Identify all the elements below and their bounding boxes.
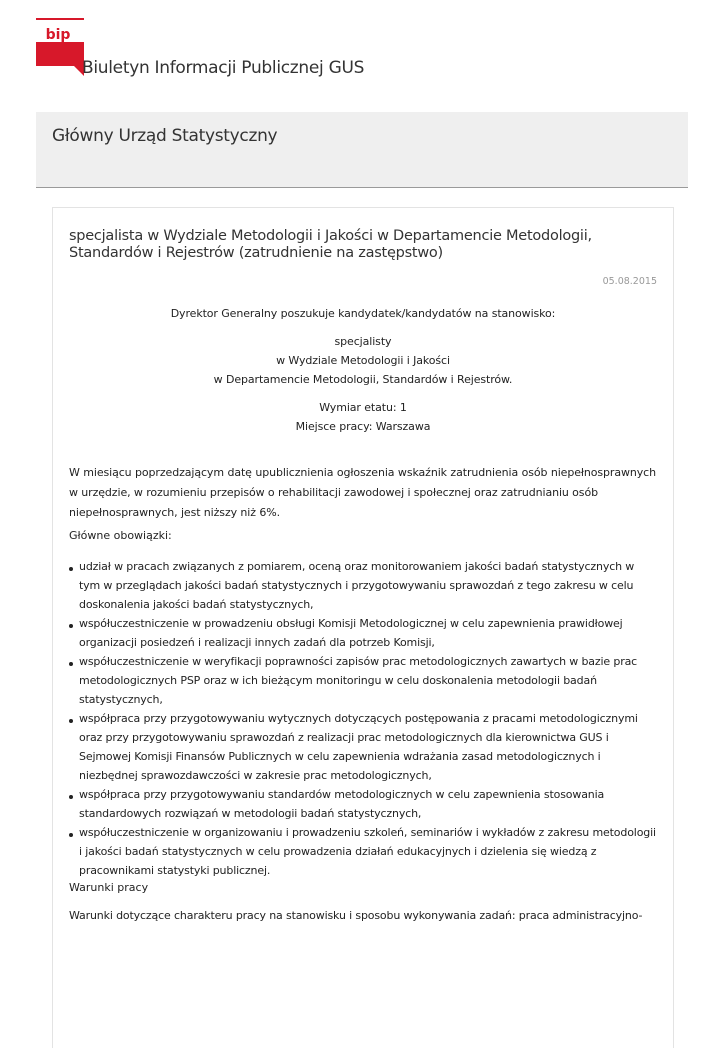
- duty-line: statystycznych,: [79, 693, 163, 706]
- position-line: w Departamencie Metodologii, Standardów i Rejestrów.: [213, 373, 513, 386]
- duty-line: organizacji posiedzeń i realizacji innych zadań dla potrzeb Komisji,: [79, 636, 435, 649]
- job-details: [53, 398, 673, 436]
- article-title: specjalista w Wydziale Metodologii i Jakości w Departamencie Metodologii, Standardów i Rejestrów (zatrudnienie na zastępstwo): [69, 228, 592, 261]
- work-conditions-heading: Warunki pracy: [69, 881, 149, 894]
- bip-logo-text: bip: [45, 27, 71, 43]
- position-line: w Wydziale Metodologii i Jakości: [276, 354, 450, 367]
- duty-line: współuczestniczenie w prowadzeniu obsługi Komisji Metodologicznej w celu zapewnienia prawidłowej: [79, 617, 623, 630]
- duty-line: współpraca przy przygotowywaniu wytycznych dotyczących postępowania z pracami metodologicznymi: [79, 712, 638, 725]
- location-text: Miejsce pracy: Warszawa: [295, 420, 431, 433]
- duty-line: udział w pracach związanych z pomiarem, oceną oraz monitorowaniem jakości badań statystycznych w: [79, 560, 635, 573]
- duty-line: niezbędnej sprawozdawczości w zakresie prac metodologicznych,: [79, 769, 432, 782]
- duties-heading: Główne obowiązki:: [69, 529, 172, 542]
- work-conditions-text: Warunki dotyczące charakteru pracy na stanowisku i sposobu wykonywania zadań: praca administracyjno-: [69, 909, 643, 922]
- article-card: [52, 207, 674, 1048]
- duty-item: [69, 614, 649, 652]
- duties-list: [69, 557, 656, 880]
- duty-line: współpraca przy przygotowywaniu standardów metodologicznych w celu zapewnienia stosowania: [79, 788, 605, 801]
- duty-item: [69, 785, 649, 823]
- duty-item: [69, 823, 656, 880]
- disability-rate-paragraph: [69, 463, 656, 523]
- duty-line: współuczestniczenie w weryfikacji poprawności zapisów prac metodologicznych zawartych w bazie prac: [79, 655, 638, 668]
- organization-header: [36, 112, 688, 188]
- duty-line: oraz przy przygotowywaniu sprawozdań z realizacji prac metodologicznych dla kierownictwa GUS i: [79, 731, 609, 744]
- organization-name[interactable]: Główny Urząd Statystyczny: [52, 126, 278, 146]
- paragraph-line: W miesiącu poprzedzającym datę upublicznienia ogłoszenia wskaźnik zatrudnienia osób niepełnosprawnych: [69, 466, 656, 479]
- duty-item: [69, 652, 649, 709]
- paragraph-line: w urzędzie, w rozumieniu przepisów o rehabilitacji zawodowej i społecznej oraz zatrudnianiu osób: [69, 486, 598, 499]
- publication-date: 05.08.2015: [602, 276, 657, 287]
- duty-line: Sejmowej Komisji Finansów Publicznych w celu zapewnienia wdrażania zasad metodologicznych i: [79, 750, 601, 763]
- duty-line: pracownikami statystyki publicznej.: [79, 864, 271, 877]
- paragraph-line: niepełnosprawnych, jest niższy niż 6%.: [69, 506, 280, 519]
- duty-line: współuczestniczenie w organizowaniu i prowadzeniu szkoleń, seminariów i wykładów z zakresu metodologii: [79, 826, 656, 839]
- duty-item: [69, 557, 649, 614]
- duty-line: metodologicznych PSP oraz w ich bieżącym monitoringu w celu doskonalenia metodologii badań: [79, 674, 597, 687]
- duty-line: doskonalenia jakości badań statystycznych,: [79, 598, 314, 611]
- workload-text: Wymiar etatu: 1: [319, 401, 407, 414]
- duty-line: i jakości badań statystycznych w celu prowadzenia działań edukacyjnych i dzielenia się wiedzą z: [79, 845, 597, 858]
- duty-line: tym w przeglądach jakości badań statystycznych i przygotowywaniu sprawozdań z tego zakresu w celu: [79, 579, 634, 592]
- position-line: specjalisty: [334, 335, 392, 348]
- site-title[interactable]: Biuletyn Informacji Publicznej GUS: [82, 58, 365, 78]
- duty-item: [69, 709, 649, 785]
- duty-line: standardowych rozwiązań w metodologii badań statystycznych,: [79, 807, 422, 820]
- bip-logo[interactable]: [36, 18, 84, 76]
- position-description: [53, 332, 673, 389]
- intro-text: Dyrektor Generalny poszukuje kandydatek/kandydatów na stanowisko:: [170, 307, 556, 320]
